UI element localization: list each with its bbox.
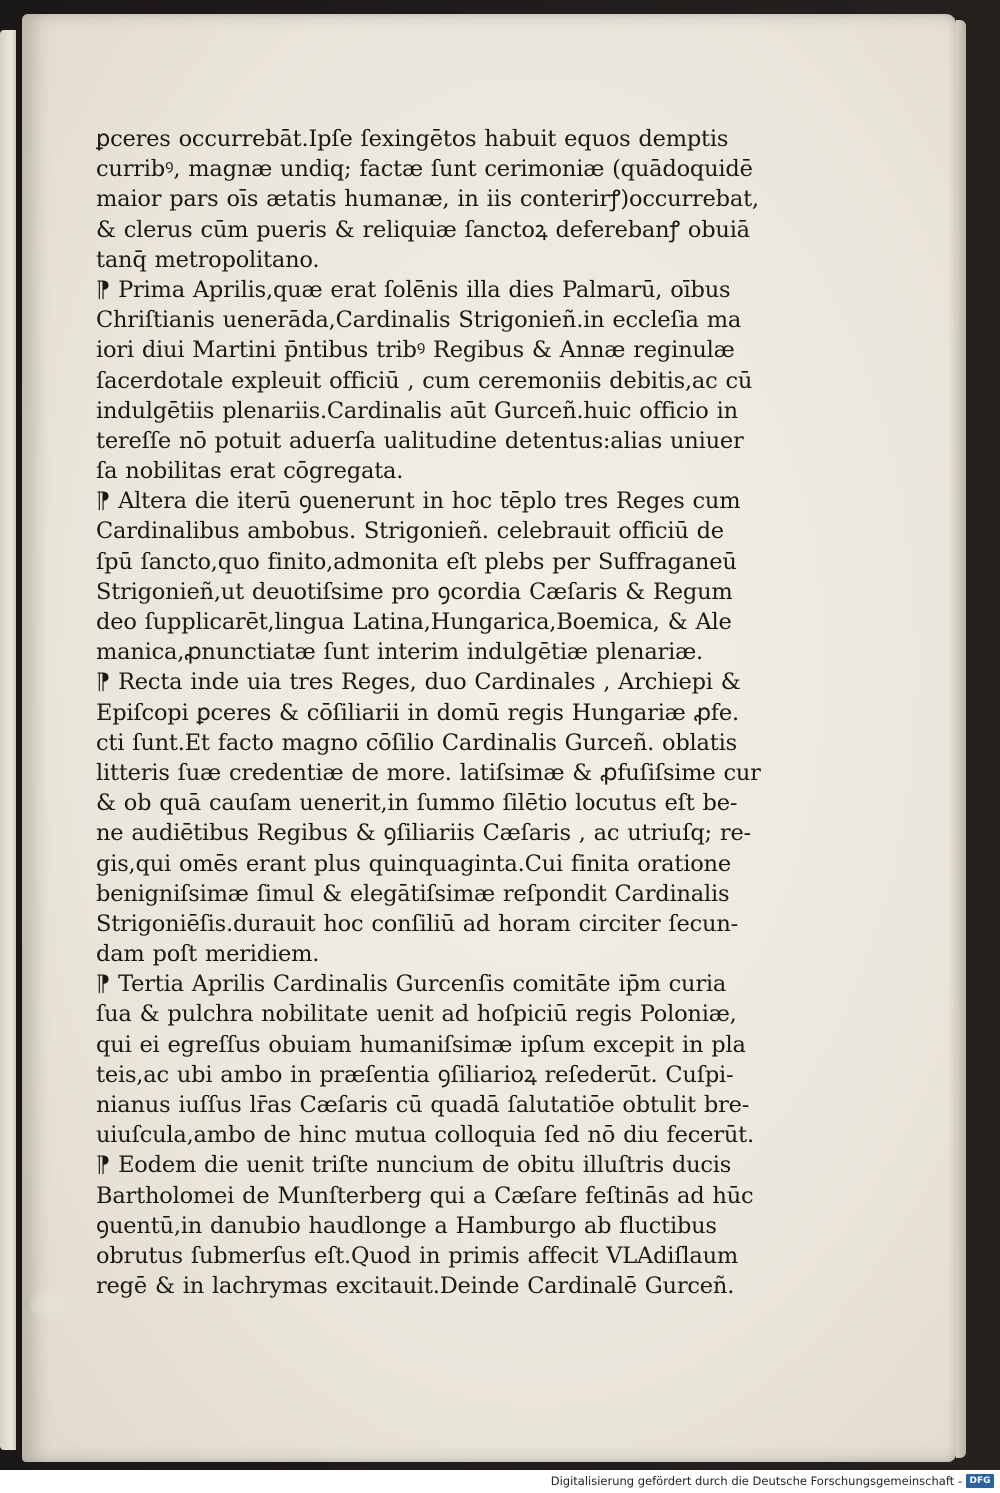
text-line: ꝯuentū,in danubio haudlonge a Hamburgo ab fluctibus xyxy=(96,1212,717,1239)
text-line: maior pars oīs ætatis humanæ, in iis conterirꝭ)occurrebat, xyxy=(96,186,759,213)
text-line: ſa nobilitas erat cōgregata. xyxy=(96,458,404,485)
text-line: ne audiētibus Regibus & ꝯſiliariis Cæſaris , ac utriuſq; re- xyxy=(96,820,751,847)
text-line: ſpū ſancto,quo finito,admonita eſt plebs per Suffraganeū xyxy=(96,548,737,575)
page-text-block xyxy=(96,124,796,1301)
text-line: Bartholomei de Munſterberg qui a Cæſare feſtinās ad hūc xyxy=(96,1182,754,1209)
text-line: litteris ſuæ credentiæ de more. latiſsimæ & ꝓfuſiſsime cur xyxy=(96,759,761,786)
text-line: ſua & pulchra nobilitate uenit ad hoſpiciū regis Poloniæ, xyxy=(96,1001,737,1028)
text-line: teis,ac ubi ambo in præſentia ꝯſiliarioꝝ reſederūt. Cuſpi- xyxy=(96,1061,734,1088)
book-page xyxy=(22,14,956,1462)
text-line: ſacerdotale expleuit officiū , cum ceremoniis debitis,ac cū xyxy=(96,367,753,394)
funding-credit: Digitalisierung gefördert durch die Deutsche Forschungsgemeinschaft - xyxy=(550,1474,962,1488)
text-line: manica,ꝓnunctiatæ ſunt interim indulgētiæ plenariæ. xyxy=(96,639,703,666)
text-line: ⁋ Eodem die uenit triſte nuncium de obitu illuſtris ducis xyxy=(96,1152,732,1179)
text-line: gis,qui omēs erant plus quinquaginta.Cui finita oratione xyxy=(96,850,731,877)
text-line: qui ei egreſſus obuiam humaniſsimæ ipſum excepit in pla xyxy=(96,1031,746,1058)
text-line: indulgētiis plenariis.Cardinalis aūt Gurceñ.huic officio in xyxy=(96,397,738,424)
footer-bar xyxy=(0,1470,1000,1493)
text-line: cti ſunt.Et facto magno cōſilio Cardinalis Gurceñ. oblatis xyxy=(96,729,737,756)
text-line: & ob quā cauſam uenerit,in ſummo ſilētio locutus eſt be- xyxy=(96,790,738,817)
text-line: tereſſe nō potuit aduerſa ualitudine detentus:alias uniuer xyxy=(96,427,744,454)
text-line: dam poſt meridiem. xyxy=(96,941,320,968)
text-line: tanq̄ metropolitano. xyxy=(96,246,320,273)
text-line: obrutus ſubmerſus eſt.Quod in primis affecit VLAdiſlaum xyxy=(96,1242,739,1269)
page-fore-edge xyxy=(956,20,966,1458)
text-line: ⁋ Tertia Aprilis Cardinalis Gurcenſis comitāte ip̄m curia xyxy=(96,971,727,998)
text-line: benigniſsimæ ſimul & elegātiſsimæ reſpondit Cardinalis xyxy=(96,880,730,907)
text-line: Strigoniēſis.durauit hoc conſiliū ad horam circiter ſecun- xyxy=(96,910,739,937)
text-line: Epiſcopi ꝑceres & cōſiliarii in domū regis Hungariæ ꝓfe. xyxy=(96,699,740,726)
text-line: regē & in lachrymas excitauit.Deinde Cardinalē Gurceñ. xyxy=(96,1273,735,1300)
text-line: uiuſcula,ambo de hinc mutua colloquia ſed nō diu fecerūt. xyxy=(96,1122,754,1149)
text-line: & clerus cūm pueris & reliquiæ ſanctoꝝ deferebanꝭ obuiā xyxy=(96,216,750,243)
text-line: iori diui Martini p̄ntibus tribꝰ Regibus & Annæ reginulæ xyxy=(96,337,735,364)
text-line: deo ſupplicarēt,lingua Latina,Hungarica,Boemica, & Ale xyxy=(96,609,732,635)
left-page-edge xyxy=(0,30,16,1450)
dfg-logo-icon: DFG xyxy=(966,1474,994,1488)
text-line: nianus iuſſus lr̄as Cæſaris cū quadā ſalutatiōe obtulit bre- xyxy=(96,1092,750,1118)
text-line: curribꝰ, magnæ undiq; factæ ſunt cerimoniæ (quādoquidē xyxy=(96,156,753,183)
text-line: Strigonieñ,ut deuotiſsime pro ꝯcordia Cæſaris & Regum xyxy=(96,578,733,605)
text-line: Chriſtianis uenerāda,Cardinalis Strigonieñ.in eccleſia ma xyxy=(96,307,742,334)
text-line: ⁋ Recta inde uia tres Reges, duo Cardinales , Archiepi & xyxy=(96,669,741,696)
text-line: ⁋ Prima Aprilis,quæ erat ſolēnis illa dies Palmarū, oībus xyxy=(96,276,731,303)
text-line: ⁋ Altera die iterū ꝯuenerunt in hoc tēplo tres Reges cum xyxy=(96,488,741,515)
text-line: Cardinalibus ambobus. Strigonieñ. celebrauit officiū de xyxy=(96,518,724,545)
text-line: ꝑceres occurrebāt.Ipſe ſexingētos habuit equos demptis xyxy=(96,126,729,152)
paper-stain xyxy=(30,1290,78,1320)
